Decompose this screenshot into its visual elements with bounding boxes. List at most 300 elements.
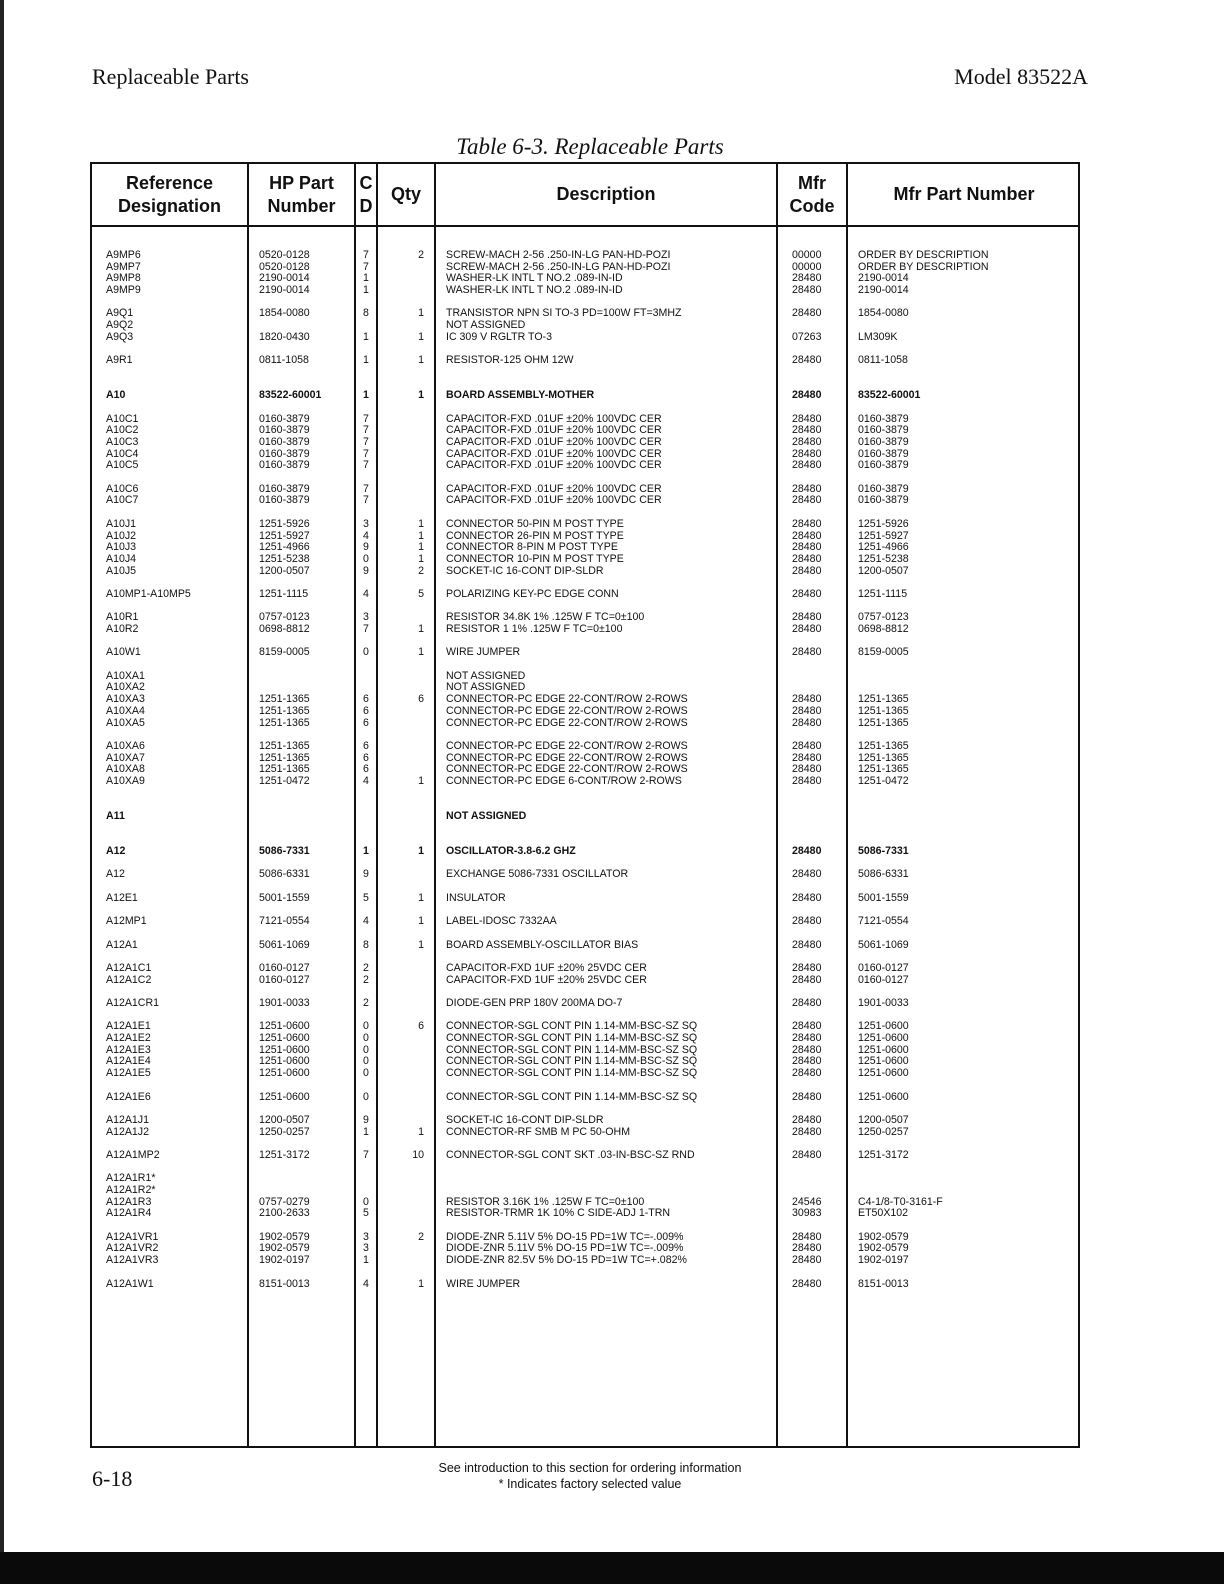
cell-mfr: 28480 bbox=[792, 1020, 822, 1033]
cell-mpn: 1200-0507 bbox=[858, 1113, 909, 1126]
cell-qty: 2 bbox=[418, 1230, 424, 1243]
cell-mpn: 1251-1365 bbox=[858, 716, 909, 729]
table-row bbox=[92, 332, 1078, 344]
cell-desc: CONNECTOR-SGL CONT PIN 1.14-MM-BSC-SZ SQ bbox=[446, 1090, 698, 1103]
cell-cd: 3 bbox=[363, 1242, 369, 1255]
cell-desc: INSULATOR bbox=[446, 891, 506, 904]
cell-qty: 1 bbox=[418, 354, 424, 367]
cell-hp: 0698-8812 bbox=[259, 623, 310, 635]
table-row bbox=[92, 916, 1078, 928]
cell-cd: 1 bbox=[363, 845, 369, 858]
cell-desc: CONNECTOR-PC EDGE 22-CONT/ROW 2-ROWS bbox=[446, 751, 688, 764]
cell-mfr: 28480 bbox=[792, 412, 822, 425]
cell-desc: CONNECTOR-SGL CONT PIN 1.14-MM-BSC-SZ SQ bbox=[446, 1055, 698, 1068]
cell-ref: A12A1VR3 bbox=[106, 1254, 159, 1267]
cell-qty: 1 bbox=[418, 774, 424, 787]
cell-mpn: 8159-0005 bbox=[858, 646, 909, 659]
cell-hp: 1251-0472 bbox=[259, 774, 310, 787]
cell-qty: 1 bbox=[418, 541, 424, 554]
cell-hp: 2100-2633 bbox=[259, 1207, 310, 1220]
header-divider bbox=[92, 225, 1078, 227]
cell-cd: 6 bbox=[363, 716, 369, 729]
cell-mfr: 28480 bbox=[792, 1067, 822, 1080]
cell-mfr: 28480 bbox=[792, 529, 822, 542]
column-header-reference: Reference Designation bbox=[117, 172, 221, 216]
cell-hp: 1251-4966 bbox=[259, 541, 310, 554]
cell-mfr: 28480 bbox=[792, 1032, 822, 1045]
row-spacer bbox=[92, 1267, 1078, 1279]
cell-ref: A9Q3 bbox=[106, 330, 134, 343]
table-row bbox=[92, 566, 1078, 578]
cell-mfr: 28480 bbox=[792, 997, 822, 1009]
cell-hp: 5086-6331 bbox=[259, 868, 310, 881]
cell-hp: 0160-0127 bbox=[259, 973, 310, 986]
cell-desc: POLARIZING KEY-PC EDGE CONN bbox=[446, 587, 619, 600]
cell-mfr: 28480 bbox=[792, 587, 822, 600]
cell-hp: 1251-5238 bbox=[259, 552, 310, 565]
cell-ref: A12A1R2* bbox=[106, 1184, 156, 1196]
cell-cd: 4 bbox=[363, 587, 369, 600]
cell-mfr: 28480 bbox=[792, 973, 822, 986]
cell-ref: A10 bbox=[106, 389, 126, 402]
cell-desc: WIRE JUMPER bbox=[446, 1277, 521, 1290]
cell-qty: 1 bbox=[418, 389, 424, 402]
cell-ref: A10C3 bbox=[106, 436, 139, 448]
cell-desc: CONNECTOR 8-PIN M POST TYPE bbox=[446, 541, 618, 554]
cell-mpn: 0160-3879 bbox=[858, 459, 909, 472]
cell-ref: A12A1C2 bbox=[106, 973, 152, 986]
cell-cd: 7 bbox=[363, 436, 369, 448]
cell-cd: 9 bbox=[363, 564, 369, 577]
cell-desc: EXCHANGE 5086-7331 OSCILLATOR bbox=[446, 868, 629, 881]
cell-cd: 7 bbox=[363, 447, 369, 460]
table-row bbox=[92, 1279, 1078, 1291]
cell-desc: WASHER-LK INTL T NO.2 .089-IN-ID bbox=[446, 272, 623, 285]
cell-ref: A12A1W1 bbox=[106, 1277, 154, 1290]
cell-mpn: 0160-3879 bbox=[858, 424, 909, 437]
cell-mfr: 28480 bbox=[792, 1090, 822, 1103]
section-header: Replaceable Parts bbox=[92, 64, 249, 89]
row-spacer bbox=[92, 472, 1078, 484]
cell-hp: 0160-3879 bbox=[259, 459, 310, 472]
cell-mfr: 28480 bbox=[792, 447, 822, 460]
cell-hp: 1251-5926 bbox=[259, 517, 310, 530]
cell-mpn: 1251-1365 bbox=[858, 763, 909, 776]
cell-ref: A10J4 bbox=[106, 552, 137, 565]
table-row bbox=[92, 741, 1078, 753]
table-row bbox=[92, 554, 1078, 566]
cell-qty: 6 bbox=[418, 693, 424, 706]
cell-qty: 1 bbox=[418, 1125, 424, 1138]
cell-cd: 0 bbox=[363, 1195, 369, 1208]
cell-desc: CONNECTOR-PC EDGE 22-CONT/ROW 2-ROWS bbox=[446, 739, 688, 752]
cell-mpn: 1251-3172 bbox=[858, 1148, 909, 1161]
cell-mpn: 1902-0579 bbox=[858, 1230, 909, 1243]
cell-cd: 1 bbox=[363, 284, 369, 297]
cell-cd: 6 bbox=[363, 739, 369, 752]
cell-hp: 1901-0033 bbox=[259, 997, 310, 1009]
cell-ref: A9R1 bbox=[106, 354, 133, 367]
cell-desc: CAPACITOR-FXD .01UF ±20% 100VDC CER bbox=[446, 459, 662, 472]
cell-mpn: 1251-1365 bbox=[858, 704, 909, 717]
cell-ref: A9MP6 bbox=[106, 249, 141, 261]
cell-mpn: 8151-0013 bbox=[858, 1277, 909, 1290]
cell-hp: 1251-0600 bbox=[259, 1090, 310, 1103]
cell-mpn: 5086-7331 bbox=[858, 845, 909, 858]
cell-hp: 0520-0128 bbox=[259, 249, 310, 261]
cell-desc: DIODE-ZNR 5.11V 5% DO-15 PD=1W TC=-.009% bbox=[446, 1230, 684, 1243]
cell-cd: 3 bbox=[363, 611, 369, 624]
cell-cd: 0 bbox=[363, 1032, 369, 1045]
cell-mfr: 28480 bbox=[792, 1242, 822, 1255]
cell-hp: 1251-0600 bbox=[259, 1067, 310, 1080]
cell-mfr: 28480 bbox=[792, 354, 822, 367]
cell-desc: NOT ASSIGNED bbox=[446, 669, 526, 682]
cell-ref: A12 bbox=[106, 845, 126, 858]
cell-desc: NOT ASSIGNED bbox=[446, 681, 526, 694]
cell-hp: 1251-0600 bbox=[259, 1055, 310, 1068]
cell-hp: 1251-1365 bbox=[259, 751, 310, 764]
cell-mpn: 1250-0257 bbox=[858, 1125, 909, 1138]
factory-select-note: * Indicates factory selected value bbox=[498, 1477, 682, 1491]
cell-desc: CONNECTOR-PC EDGE 22-CONT/ROW 2-ROWS bbox=[446, 763, 688, 776]
cell-mfr: 28480 bbox=[792, 541, 822, 554]
cell-qty: 1 bbox=[418, 623, 424, 635]
table-row bbox=[92, 1255, 1078, 1267]
cell-mfr: 24546 bbox=[792, 1195, 822, 1208]
cell-mfr: 28480 bbox=[792, 1277, 822, 1290]
table-row bbox=[92, 940, 1078, 952]
table-row bbox=[92, 1150, 1078, 1162]
cell-mfr: 28480 bbox=[792, 284, 822, 297]
cell-hp: 0160-3879 bbox=[259, 412, 310, 425]
cell-desc: DIODE-ZNR 5.11V 5% DO-15 PD=1W TC=-.009% bbox=[446, 1242, 684, 1255]
cell-desc: SOCKET-IC 16-CONT DIP-SLDR bbox=[446, 564, 604, 577]
cell-desc: CONNECTOR-PC EDGE 22-CONT/ROW 2-ROWS bbox=[446, 704, 688, 717]
cell-cd: 0 bbox=[363, 1043, 369, 1056]
cell-desc: CAPACITOR-FXD .01UF ±20% 100VDC CER bbox=[446, 494, 662, 507]
cell-hp: 1251-0600 bbox=[259, 1043, 310, 1056]
cell-mfr: 00000 bbox=[792, 249, 822, 261]
row-spacer bbox=[92, 402, 1078, 414]
cell-mpn: 1251-0472 bbox=[858, 774, 909, 787]
cell-mfr: 28480 bbox=[792, 1230, 822, 1243]
cell-ref: A10XA6 bbox=[106, 739, 145, 752]
cell-desc: RESISTOR-TRMR 1K 10% C SIDE-ADJ 1-TRN bbox=[446, 1207, 671, 1220]
cell-mfr: 28480 bbox=[792, 517, 822, 530]
table-row bbox=[92, 519, 1078, 531]
cell-hp: 5001-1559 bbox=[259, 891, 310, 904]
cell-desc: CAPACITOR-FXD .01UF ±20% 100VDC CER bbox=[446, 424, 662, 437]
cell-desc: CONNECTOR-RF SMB M PC 50-OHM bbox=[446, 1125, 631, 1138]
cell-cd: 4 bbox=[363, 774, 369, 787]
cell-mfr: 28480 bbox=[792, 646, 822, 659]
cell-ref: A12A1E5 bbox=[106, 1067, 151, 1080]
cell-ref: A10XA5 bbox=[106, 716, 145, 729]
row-spacer bbox=[92, 928, 1078, 940]
cell-hp: 0160-3879 bbox=[259, 482, 310, 495]
row-spacer bbox=[92, 788, 1078, 800]
cell-mpn: LM309K bbox=[858, 330, 898, 343]
cell-ref: A10C7 bbox=[106, 494, 139, 507]
cell-hp: 0160-0127 bbox=[259, 961, 310, 974]
cell-cd: 0 bbox=[363, 552, 369, 565]
cell-ref: A12A1J2 bbox=[106, 1125, 149, 1138]
table-row bbox=[92, 285, 1078, 297]
table-caption: Table 6-3. Replaceable Parts bbox=[456, 134, 724, 159]
cell-cd: 0 bbox=[363, 646, 369, 659]
cell-cd: 5 bbox=[363, 891, 369, 904]
cell-hp: 0757-0123 bbox=[259, 611, 310, 624]
cell-mfr: 28480 bbox=[792, 1113, 822, 1126]
cell-mpn: 1854-0080 bbox=[858, 307, 909, 320]
cell-hp: 1251-1365 bbox=[259, 763, 310, 776]
table-row bbox=[92, 647, 1078, 659]
cell-mfr: 28480 bbox=[792, 915, 822, 928]
cell-mfr: 28480 bbox=[792, 1055, 822, 1068]
table-row bbox=[92, 846, 1078, 858]
cell-qty: 1 bbox=[418, 891, 424, 904]
cell-ref: A10XA3 bbox=[106, 693, 145, 706]
parts-table bbox=[90, 162, 1080, 1448]
cell-mfr: 28480 bbox=[792, 1254, 822, 1267]
cell-hp: 1200-0507 bbox=[259, 564, 310, 577]
cell-mpn: 1251-5238 bbox=[858, 552, 909, 565]
cell-mfr: 28480 bbox=[792, 389, 822, 402]
cell-desc: WIRE JUMPER bbox=[446, 646, 521, 659]
cell-cd: 0 bbox=[363, 1020, 369, 1033]
table-row bbox=[92, 671, 1078, 683]
cell-mfr: 30983 bbox=[792, 1207, 822, 1220]
cell-mpn: 1251-5927 bbox=[858, 529, 909, 542]
cell-qty: 1 bbox=[418, 307, 424, 320]
cell-mfr: 28480 bbox=[792, 938, 822, 951]
cell-ref: A9MP7 bbox=[106, 260, 141, 273]
cell-desc: CONNECTOR-PC EDGE 22-CONT/ROW 2-ROWS bbox=[446, 716, 688, 729]
cell-desc: IC 309 V RGLTR TO-3 bbox=[446, 330, 552, 343]
cell-mfr: 28480 bbox=[792, 739, 822, 752]
table-row bbox=[92, 869, 1078, 881]
table-row bbox=[92, 963, 1078, 975]
cell-mfr: 28480 bbox=[792, 845, 822, 858]
cell-cd: 4 bbox=[363, 1277, 369, 1290]
cell-desc: BOARD ASSEMBLY-MOTHER bbox=[446, 389, 595, 402]
cell-hp: 83522-60001 bbox=[259, 389, 322, 402]
cell-hp: 1902-0197 bbox=[259, 1254, 310, 1267]
cell-mpn: 1901-0033 bbox=[858, 997, 909, 1009]
cell-qty: 10 bbox=[412, 1148, 424, 1161]
cell-cd: 6 bbox=[363, 751, 369, 764]
row-spacer bbox=[92, 1220, 1078, 1232]
cell-qty: 1 bbox=[418, 915, 424, 928]
cell-cd: 7 bbox=[363, 424, 369, 437]
cell-hp: 0160-3879 bbox=[259, 447, 310, 460]
cell-ref: A12A1R4 bbox=[106, 1207, 152, 1220]
cell-mfr: 28480 bbox=[792, 482, 822, 495]
cell-cd: 9 bbox=[363, 868, 369, 881]
cell-mpn: 5086-6331 bbox=[858, 868, 909, 881]
cell-desc: RESISTOR 3.16K 1% .125W F TC=0±100 bbox=[446, 1195, 645, 1208]
cell-desc: BOARD ASSEMBLY-OSCILLATOR BIAS bbox=[446, 938, 639, 951]
cell-mpn: 2190-0014 bbox=[858, 284, 909, 297]
cell-desc: RESISTOR 1 1% .125W F TC=0±100 bbox=[446, 623, 623, 635]
cell-cd: 1 bbox=[363, 1254, 369, 1267]
cell-hp: 1902-0579 bbox=[259, 1230, 310, 1243]
scan-bottom-edge bbox=[0, 1552, 1224, 1584]
table-row bbox=[92, 1185, 1078, 1197]
table-row bbox=[92, 1173, 1078, 1185]
cell-cd: 2 bbox=[363, 997, 369, 1009]
cell-qty: 2 bbox=[418, 564, 424, 577]
cell-cd: 7 bbox=[363, 459, 369, 472]
table-row bbox=[92, 998, 1078, 1010]
cell-ref: A12A1MP2 bbox=[106, 1148, 160, 1161]
model-header: Model 83522A bbox=[954, 64, 1088, 89]
cell-mpn: 0160-3879 bbox=[858, 494, 909, 507]
table-row bbox=[92, 1068, 1078, 1080]
cell-mfr: 28480 bbox=[792, 891, 822, 904]
cell-desc: SCREW-MACH 2-56 .250-IN-LG PAN-HD-POZI bbox=[446, 260, 671, 273]
cell-desc: CAPACITOR-FXD 1UF ±20% 25VDC CER bbox=[446, 961, 647, 974]
cell-mfr: 28480 bbox=[792, 272, 822, 285]
cell-mpn: ORDER BY DESCRIPTION bbox=[858, 249, 989, 261]
cell-hp: 0757-0279 bbox=[259, 1195, 310, 1208]
table-row bbox=[92, 706, 1078, 718]
cell-ref: A12MP1 bbox=[106, 915, 147, 928]
cell-hp: 0160-3879 bbox=[259, 424, 310, 437]
cell-desc: SOCKET-IC 16-CONT DIP-SLDR bbox=[446, 1113, 604, 1126]
cell-mpn: 0160-3879 bbox=[858, 482, 909, 495]
cell-ref: A9MP8 bbox=[106, 272, 141, 285]
cell-desc: CAPACITOR-FXD .01UF ±20% 100VDC CER bbox=[446, 447, 662, 460]
column-header-mfr-code: Mfr Code bbox=[789, 172, 835, 216]
column-header-description: Description bbox=[556, 184, 656, 204]
cell-ref: A9Q2 bbox=[106, 319, 134, 332]
cell-mpn: 1251-0600 bbox=[858, 1020, 909, 1033]
cell-hp: 2190-0014 bbox=[259, 272, 310, 285]
cell-ref: A10XA8 bbox=[106, 763, 145, 776]
cell-hp: 0520-0128 bbox=[259, 260, 310, 273]
table-row bbox=[92, 390, 1078, 402]
table-row bbox=[92, 355, 1078, 367]
cell-cd: 0 bbox=[363, 1067, 369, 1080]
cell-cd: 7 bbox=[363, 482, 369, 495]
cell-mpn: 1251-1365 bbox=[858, 751, 909, 764]
cell-desc: NOT ASSIGNED bbox=[446, 810, 527, 822]
cell-qty: 6 bbox=[418, 1020, 424, 1033]
cell-desc: CAPACITOR-FXD .01UF ±20% 100VDC CER bbox=[446, 412, 662, 425]
cell-mfr: 28480 bbox=[792, 1125, 822, 1138]
cell-cd: 8 bbox=[363, 307, 369, 320]
cell-ref: A10C2 bbox=[106, 424, 139, 437]
cell-mpn: 5061-1069 bbox=[858, 938, 909, 951]
cell-cd: 7 bbox=[363, 249, 369, 261]
cell-hp: 1251-1115 bbox=[259, 587, 309, 600]
cell-ref: A12A1C1 bbox=[106, 961, 152, 974]
cell-hp: 7121-0554 bbox=[259, 915, 310, 928]
cell-qty: 1 bbox=[418, 517, 424, 530]
cell-mfr: 28480 bbox=[792, 1043, 822, 1056]
table-row bbox=[92, 1208, 1078, 1220]
table-row bbox=[92, 975, 1078, 987]
cell-mpn: 1251-4966 bbox=[858, 541, 909, 554]
cell-mpn: 1251-5926 bbox=[858, 517, 909, 530]
row-spacer bbox=[92, 1080, 1078, 1092]
cell-hp: 1251-0600 bbox=[259, 1032, 310, 1045]
cell-mfr: 28480 bbox=[792, 307, 822, 320]
cell-cd: 9 bbox=[363, 541, 369, 554]
cell-desc: CAPACITOR-FXD .01UF ±20% 100VDC CER bbox=[446, 482, 662, 495]
cell-ref: A10J2 bbox=[106, 529, 137, 542]
table-row bbox=[92, 1127, 1078, 1139]
cell-cd: 2 bbox=[363, 961, 369, 974]
row-spacer bbox=[92, 636, 1078, 648]
column-header-mfr-part: Mfr Part Number bbox=[893, 184, 1035, 204]
cell-hp: 1200-0507 bbox=[259, 1113, 310, 1126]
cell-mfr: 28480 bbox=[792, 611, 822, 624]
cell-mfr: 28480 bbox=[792, 459, 822, 472]
cell-ref: A12A1E1 bbox=[106, 1020, 151, 1033]
cell-cd: 4 bbox=[363, 915, 369, 928]
cell-mfr: 28480 bbox=[792, 868, 822, 881]
cell-mfr: 00000 bbox=[792, 260, 822, 273]
cell-hp: 5061-1069 bbox=[259, 938, 310, 951]
cell-mfr: 28480 bbox=[792, 774, 822, 787]
cell-ref: A10J3 bbox=[106, 541, 137, 554]
table-row bbox=[92, 1092, 1078, 1104]
row-spacer bbox=[92, 659, 1078, 671]
cell-desc: CONNECTOR-SGL CONT PIN 1.14-MM-BSC-SZ SQ bbox=[446, 1043, 698, 1056]
row-spacer bbox=[92, 344, 1078, 356]
cell-ref: A10R2 bbox=[106, 623, 139, 635]
cell-mfr: 28480 bbox=[792, 716, 822, 729]
row-spacer bbox=[92, 905, 1078, 917]
cell-cd: 0 bbox=[363, 1055, 369, 1068]
row-spacer bbox=[92, 881, 1078, 893]
cell-cd: 1 bbox=[363, 272, 369, 285]
cell-ref: A12A1R1* bbox=[106, 1172, 156, 1185]
cell-cd: 6 bbox=[363, 704, 369, 717]
cell-mpn: 0757-0123 bbox=[858, 611, 909, 624]
cell-qty: 1 bbox=[418, 529, 424, 542]
cell-ref: A10C5 bbox=[106, 459, 139, 472]
cell-mpn: 1251-1115 bbox=[858, 587, 908, 600]
table-row bbox=[92, 308, 1078, 320]
cell-mfr: 07263 bbox=[792, 330, 822, 343]
cell-ref: A12A1E2 bbox=[106, 1032, 151, 1045]
cell-ref: A11 bbox=[106, 810, 125, 822]
row-spacer bbox=[92, 799, 1078, 811]
cell-ref: A12A1VR1 bbox=[106, 1230, 159, 1243]
cell-qty: 1 bbox=[418, 938, 424, 951]
cell-cd: 2 bbox=[363, 973, 369, 986]
table-row bbox=[92, 1033, 1078, 1045]
table-row bbox=[92, 624, 1078, 636]
cell-mpn: 1251-0600 bbox=[858, 1067, 909, 1080]
table-row bbox=[92, 250, 1078, 262]
cell-cd: 6 bbox=[363, 693, 369, 706]
cell-qty: 5 bbox=[418, 587, 424, 600]
cell-cd: 8 bbox=[363, 938, 369, 951]
cell-ref: A9MP9 bbox=[106, 284, 141, 297]
table-row bbox=[92, 437, 1078, 449]
cell-cd: 1 bbox=[363, 330, 369, 343]
cell-desc: TRANSISTOR NPN SI TO-3 PD=100W FT=3MHZ bbox=[446, 307, 682, 320]
cell-ref: A10C6 bbox=[106, 482, 139, 495]
cell-ref: A12A1CR1 bbox=[106, 997, 159, 1009]
cell-desc: SCREW-MACH 2-56 .250-IN-LG PAN-HD-POZI bbox=[446, 249, 671, 261]
cell-cd: 9 bbox=[363, 1113, 369, 1126]
